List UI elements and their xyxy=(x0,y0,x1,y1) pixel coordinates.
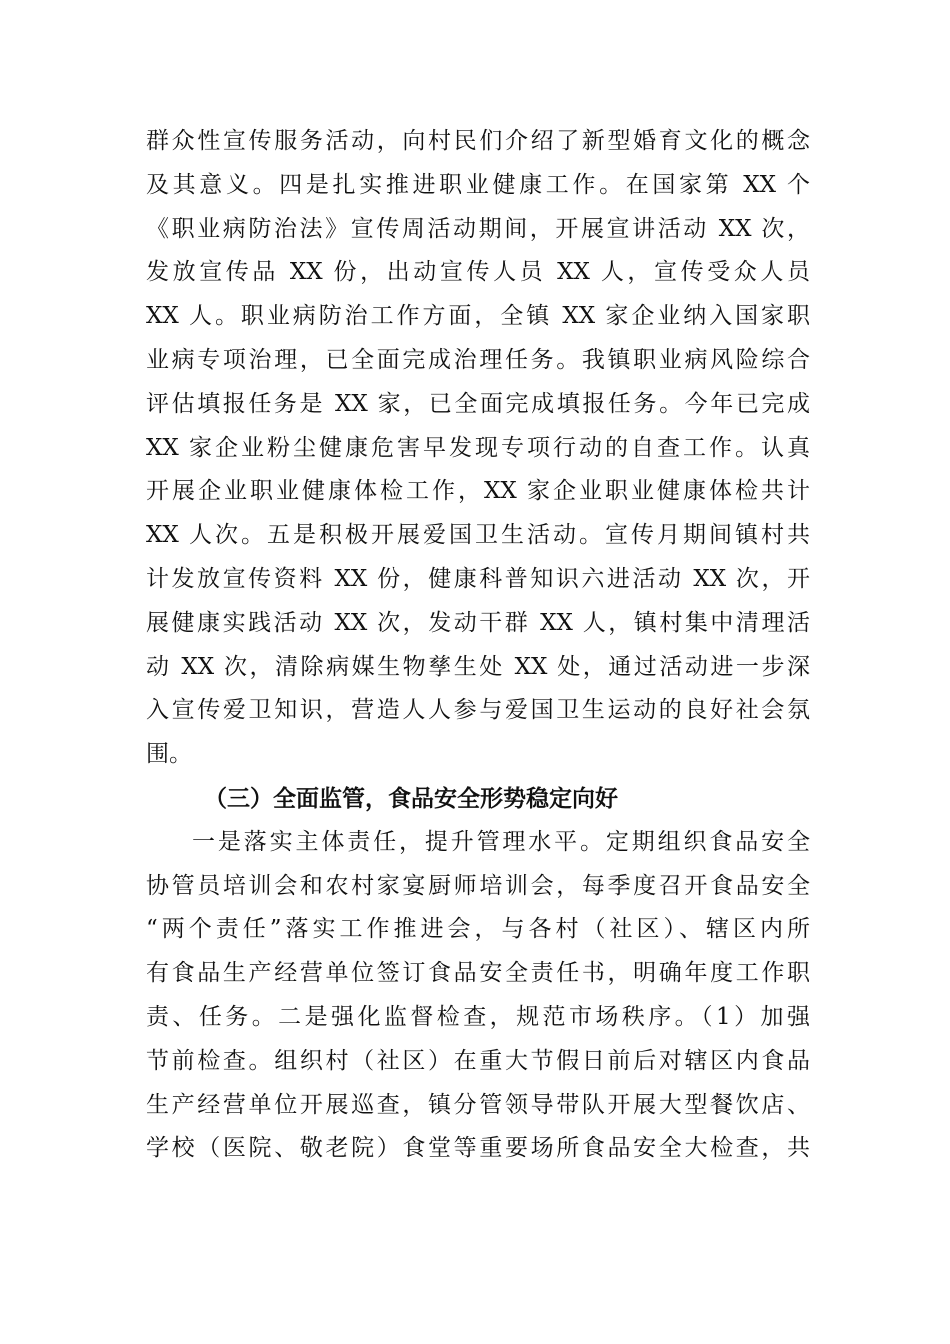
text-line: 及其意义。四是扎实推进职业健康工作。在国家第 XX 个 xyxy=(146,171,810,198)
text-line: 学校（医院、敬老院）食堂等重要场所食品安全大检查，共 xyxy=(146,1135,810,1162)
text-line: 业病专项治理，已全面完成治理任务。我镇职业病风险综合 xyxy=(146,346,810,373)
text-line: 群众性宣传服务活动，向村民们介绍了新型婚育文化的概念 xyxy=(146,128,810,154)
text-line: 责、任务。二是强化监督检查，规范市场秩序。（1）加强 xyxy=(146,1003,810,1030)
section-heading: （三）全面监管，食品安全形势稳定向好 xyxy=(204,784,618,812)
text-line: 展健康实践活动 XX 次，发动干群 XX 人，镇村集中清理活 xyxy=(146,609,810,636)
text-line: 评估填报任务是 XX 家，已全面完成填报任务。今年已完成 xyxy=(146,390,810,417)
text-line: 一是落实主体责任，提升管理水平。定期组织食品安全 xyxy=(192,828,810,855)
text-line: XX 人。职业病防治工作方面，全镇 XX 家企业纳入国家职 xyxy=(146,303,810,330)
text-line: 围。 xyxy=(146,741,192,768)
text-line: 节前检查。组织村（社区）在重大节假日前后对辖区内食品 xyxy=(146,1047,810,1074)
text-line: 发放宣传品 XX 份，出动宣传人员 XX 人，宣传受众人员 xyxy=(146,259,810,286)
document-body xyxy=(146,120,810,1171)
text-line: “两个责任”落实工作推进会，与各村（社区）、辖区内所 xyxy=(146,916,810,943)
text-line: XX 人次。五是积极开展爱国卫生活动。宣传月期间镇村共 xyxy=(146,522,810,549)
text-line: 生产经营单位开展巡查，镇分管领导带队开展大型餐饮店、 xyxy=(146,1091,810,1118)
text-line: 协管员培训会和农村家宴厨师培训会，每季度召开食品安全 xyxy=(146,872,810,899)
text-line: 开展企业职业健康体检工作，XX 家企业职业健康体检共计 xyxy=(146,478,810,505)
text-line: 动 XX 次，清除病媒生物孳生处 XX 处，通过活动进一步深 xyxy=(146,653,810,680)
text-line: XX 家企业粉尘健康危害早发现专项行动的自查工作。认真 xyxy=(146,434,810,461)
text-line: 有食品生产经营单位签订食品安全责任书，明确年度工作职 xyxy=(146,960,810,987)
text-line: 入宣传爱卫知识，营造人人参与爱国卫生运动的良好社会氛 xyxy=(146,697,810,724)
text-line: 计发放宣传资料 XX 份，健康科普知识六进活动 XX 次，开 xyxy=(146,565,810,592)
text-line: 《职业病防治法》宣传周活动期间，开展宣讲活动 XX 次， xyxy=(146,215,810,242)
